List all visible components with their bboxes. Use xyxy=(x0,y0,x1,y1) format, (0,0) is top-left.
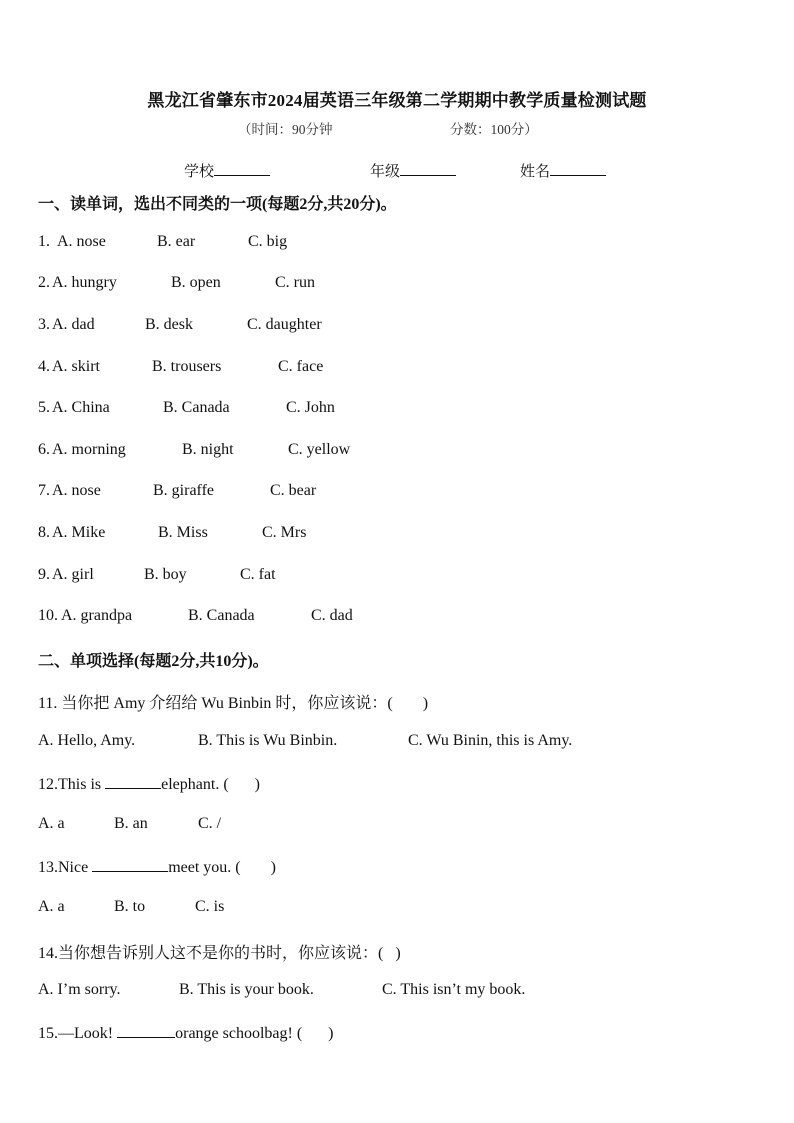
question-13 xyxy=(38,857,276,877)
option-c: C. dad xyxy=(311,607,353,624)
question-number: 8. xyxy=(38,524,50,541)
option-b: B. Canada xyxy=(163,399,230,416)
question-14-options xyxy=(38,981,526,999)
question-stem-pre: 15.—Look! xyxy=(38,1025,114,1042)
question-12 xyxy=(38,774,260,794)
option-c: C. daughter xyxy=(247,316,322,333)
option-c: C. fat xyxy=(240,566,276,583)
question-number: 9. xyxy=(38,566,50,583)
question-5 xyxy=(38,399,335,417)
question-stem-pre: 13.Nice xyxy=(38,859,89,876)
question-number: 5. xyxy=(38,399,50,416)
option-b: B. night xyxy=(182,441,234,458)
option-c: C. run xyxy=(275,274,315,291)
option-a: A. hungry xyxy=(52,274,117,291)
question-stem-post: orange schoolbag! ( xyxy=(175,1025,303,1042)
question-3 xyxy=(38,316,322,334)
option-a: A. I’m sorry. xyxy=(38,981,121,998)
question-stem: 14.当你想告诉别人这不是你的书时，你应该说：( xyxy=(38,945,384,962)
option-b: B. giraffe xyxy=(153,482,215,499)
paren-close: ) xyxy=(422,695,429,712)
question-14 xyxy=(38,940,401,963)
option-c: C. This isn’t my book. xyxy=(382,981,526,998)
option-a: A. skirt xyxy=(52,358,100,375)
school-blank[interactable] xyxy=(214,161,270,176)
option-b: B. Miss xyxy=(158,524,208,541)
option-a: A. Hello, Amy. xyxy=(38,732,136,749)
question-stem-post: elephant. ( xyxy=(161,776,229,793)
paren-close: ) xyxy=(254,776,260,793)
question-number: 2. xyxy=(38,274,50,291)
section2-heading: 二、单项选择(每题2分,共10分)。 xyxy=(38,653,269,670)
question-stem-pre: 12.This is xyxy=(38,776,102,793)
option-c: C. yellow xyxy=(288,441,351,458)
grade-label: 年级 xyxy=(370,164,401,180)
school-label: 学校 xyxy=(184,164,215,180)
question-4 xyxy=(38,358,324,376)
question-7 xyxy=(38,482,317,500)
question-number: 10. xyxy=(38,607,58,624)
option-b: B. boy xyxy=(144,566,187,583)
question-number: 3. xyxy=(38,316,50,333)
name-blank[interactable] xyxy=(550,161,606,176)
question-8 xyxy=(38,524,307,542)
exam-title: 黑龙江省肇东市2024届英语三年级第二学期期中教学质量检测试题 xyxy=(147,91,647,110)
option-b: B. This is your book. xyxy=(179,981,314,998)
option-b: B. open xyxy=(171,274,221,291)
question-number: 4. xyxy=(38,358,50,375)
option-b: B. an xyxy=(114,815,148,832)
question-number: 7. xyxy=(38,482,50,499)
option-c: C. Mrs xyxy=(262,524,307,541)
option-a: A. a xyxy=(38,815,65,832)
school-field xyxy=(184,160,270,181)
option-a: A. nose xyxy=(57,233,106,250)
option-a: A. nose xyxy=(52,482,101,499)
question-6 xyxy=(38,441,351,459)
option-c: C. bear xyxy=(270,482,317,499)
fill-blank[interactable] xyxy=(117,1023,175,1038)
option-c: C. face xyxy=(278,358,324,375)
question-2 xyxy=(38,274,315,292)
question-1 xyxy=(38,233,288,251)
option-c: C. is xyxy=(195,898,225,915)
option-c: C. Wu Binin, this is Amy. xyxy=(408,732,573,749)
option-b: B. trousers xyxy=(152,358,222,375)
option-a: A. grandpa xyxy=(61,607,133,624)
paren-close: ) xyxy=(270,859,276,876)
section1-heading: 一、读单词，选出不同类的一项(每题2分,共20分)。 xyxy=(38,196,397,213)
option-c: C. / xyxy=(198,815,222,832)
fill-blank[interactable] xyxy=(105,774,161,789)
option-b: B. ear xyxy=(157,233,196,250)
option-c: C. John xyxy=(286,399,335,416)
question-stem: 11. 当你把 Amy 介绍给 Wu Binbin 时，你应该说：( xyxy=(38,695,393,712)
question-11-options xyxy=(38,732,573,750)
name-label: 姓名 xyxy=(520,164,551,180)
option-c: C. big xyxy=(248,233,288,250)
question-number: 1. xyxy=(38,233,50,250)
question-13-options xyxy=(38,898,225,916)
name-field xyxy=(520,160,606,181)
grade-field xyxy=(370,160,456,181)
grade-blank[interactable] xyxy=(400,161,456,176)
option-a: A. dad xyxy=(52,316,95,333)
option-b: B. Canada xyxy=(188,607,255,624)
exam-score: 分数：100分） xyxy=(450,122,538,137)
option-a: A. China xyxy=(52,399,110,416)
question-9 xyxy=(38,566,276,584)
option-b: B. to xyxy=(114,898,146,915)
paren-close: ) xyxy=(395,945,401,962)
fill-blank[interactable] xyxy=(92,857,168,872)
exam-time: （时间：90分钟 xyxy=(238,122,333,137)
paren-close: ) xyxy=(328,1025,334,1042)
question-10 xyxy=(38,607,353,625)
option-a: A. a xyxy=(38,898,65,915)
question-11 xyxy=(38,690,428,713)
question-number: 6. xyxy=(38,441,50,458)
question-12-options xyxy=(38,815,222,833)
option-b: B. This is Wu Binbin. xyxy=(198,732,338,749)
option-a: A. morning xyxy=(52,441,126,458)
question-stem-post: meet you. ( xyxy=(168,859,241,876)
option-b: B. desk xyxy=(145,316,193,333)
option-a: A. Mike xyxy=(52,524,106,541)
option-a: A. girl xyxy=(52,566,94,583)
question-15 xyxy=(38,1023,334,1043)
